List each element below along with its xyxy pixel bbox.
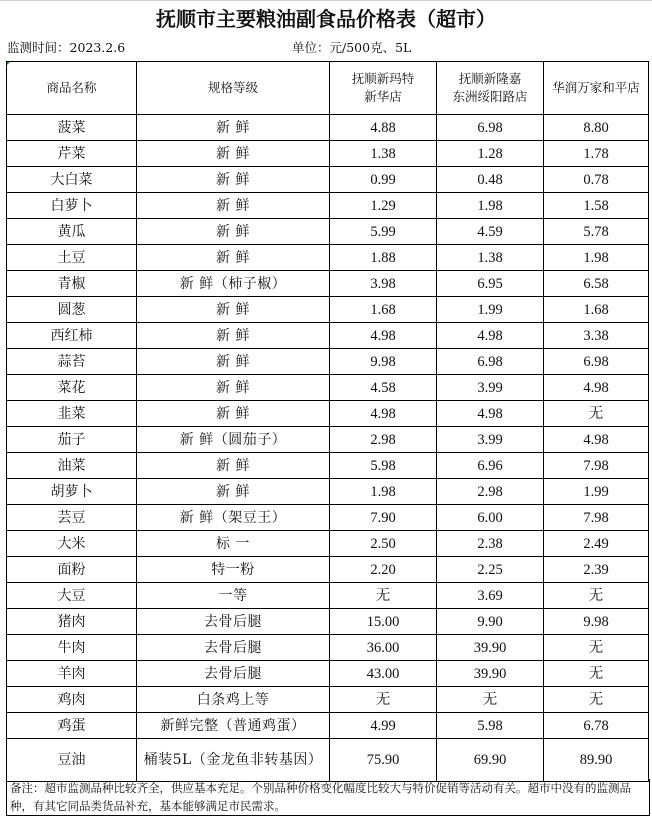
price-store3-cell: 无 [544,583,649,609]
item-name-cell: 土豆 [7,245,137,271]
price-store1-cell: 无 [330,687,437,713]
price-store3-cell: 7.98 [544,505,649,531]
grade-cell: 新 鲜 [137,219,330,245]
price-store1-cell: 1.29 [330,193,437,219]
price-store1-cell: 4.58 [330,375,437,401]
price-store1-cell: 7.90 [330,505,437,531]
price-store3-cell: 9.98 [544,609,649,635]
page-title: 抚顺市主要粮油副食品价格表（超市） [156,7,496,31]
table-row [7,635,649,661]
price-store3-cell: 6.98 [544,349,649,375]
price-store3-cell: 4.98 [544,427,649,453]
table-row [7,713,649,739]
col-header-store3: 华润万家和平店 [544,62,649,115]
grade-cell: 新 鲜 [137,297,330,323]
price-store1-cell: 9.98 [330,349,437,375]
price-store1-cell: 1.98 [330,479,437,505]
price-store1-cell: 2.98 [330,427,437,453]
table-row [7,115,649,141]
price-store2-cell: 1.38 [437,245,544,271]
grade-cell: 新 鲜 [137,193,330,219]
price-store1-cell: 2.20 [330,557,437,583]
price-store2-cell: 2.98 [437,479,544,505]
item-name-cell: 豆油 [7,739,137,782]
price-store1-cell: 4.88 [330,115,437,141]
table-row [7,375,649,401]
grade-cell: 新 鲜 [137,141,330,167]
monitor-time: 监测时间：2023.2.6 [7,40,126,55]
item-name-cell: 菠菜 [7,115,137,141]
table-row [7,427,649,453]
price-store3-cell: 0.78 [544,167,649,193]
grade-cell: 新 鲜 [137,479,330,505]
price-store3-cell: 89.90 [544,739,649,782]
price-store2-cell: 2.25 [437,557,544,583]
grade-cell: 去骨后腿 [137,609,330,635]
grade-cell: 新鲜完整（普通鸡蛋） [137,713,330,739]
price-store2-cell: 0.48 [437,167,544,193]
price-store3-cell: 5.78 [544,219,649,245]
price-store1-cell: 36.00 [330,635,437,661]
table-row [7,531,649,557]
price-store3-cell: 1.58 [544,193,649,219]
price-store2-cell: 3.69 [437,583,544,609]
item-name-cell: 油菜 [7,453,137,479]
price-store2-cell: 6.96 [437,453,544,479]
item-name-cell: 鸡蛋 [7,713,137,739]
price-store1-cell: 5.99 [330,219,437,245]
table-row [7,609,649,635]
col-header-name: 商品名称 [7,62,137,115]
price-store3-cell: 1.99 [544,479,649,505]
item-name-cell: 胡萝卜 [7,479,137,505]
price-store3-cell: 1.98 [544,245,649,271]
item-name-cell: 大白菜 [7,167,137,193]
price-store2-cell: 4.98 [437,323,544,349]
table-row [7,739,649,782]
footnote: 备注：超市监测品种比较齐全，供应基本充足。个别品种价格变化幅度比较大与特价促销等活动有关。超市中没有的监测品种，有其它同品类货品补充，基本能够满足市民需求。 [6,779,650,816]
table-row [7,479,649,505]
item-name-cell: 鸡肉 [7,687,137,713]
price-store3-cell: 6.58 [544,271,649,297]
grade-cell: 新 鲜 [137,349,330,375]
price-store1-cell: 1.88 [330,245,437,271]
price-store2-cell: 4.59 [437,219,544,245]
price-store1-cell: 43.00 [330,661,437,687]
grade-cell: 去骨后腿 [137,635,330,661]
item-name-cell: 牛肉 [7,635,137,661]
price-store2-cell: 39.90 [437,635,544,661]
price-store2-cell: 6.98 [437,349,544,375]
price-store3-cell: 8.80 [544,115,649,141]
price-store2-cell: 6.00 [437,505,544,531]
table-row [7,271,649,297]
table-row [7,297,649,323]
table-row [7,401,649,427]
price-store2-cell: 39.90 [437,661,544,687]
table-row [7,141,649,167]
price-store3-cell: 4.98 [544,375,649,401]
price-store2-cell: 5.98 [437,713,544,739]
table-row [7,167,649,193]
grade-cell: 去骨后腿 [137,661,330,687]
price-store2-cell: 9.90 [437,609,544,635]
item-name-cell: 猪肉 [7,609,137,635]
table-row [7,219,649,245]
col-header-store2: 抚顺新隆嘉 东洲绥阳路店 [437,62,544,115]
grade-cell: 白条鸡上等 [137,687,330,713]
grade-cell: 新 鲜 [137,245,330,271]
price-store1-cell: 0.99 [330,167,437,193]
table-row [7,583,649,609]
price-store2-cell: 1.98 [437,193,544,219]
table-row [7,349,649,375]
table-row [7,323,649,349]
item-name-cell: 黄瓜 [7,219,137,245]
price-store3-cell: 7.98 [544,453,649,479]
grade-cell: 一等 [137,583,330,609]
price-store1-cell: 75.90 [330,739,437,782]
price-store1-cell: 4.98 [330,401,437,427]
price-store3-cell: 6.78 [544,713,649,739]
item-name-cell: 青椒 [7,271,137,297]
grade-cell: 新 鲜 [137,167,330,193]
item-name-cell: 韭菜 [7,401,137,427]
price-store3-cell: 无 [544,661,649,687]
price-store2-cell: 69.90 [437,739,544,782]
grade-cell: 桶装5L（金龙鱼非转基因） [137,739,330,782]
item-name-cell: 羊肉 [7,661,137,687]
table-row [7,505,649,531]
price-store2-cell: 4.98 [437,401,544,427]
grade-cell: 新 鲜 [137,401,330,427]
item-name-cell: 大豆 [7,583,137,609]
price-store2-cell: 1.99 [437,297,544,323]
table-row [7,193,649,219]
price-store3-cell: 3.38 [544,323,649,349]
price-store3-cell: 无 [544,687,649,713]
table-row [7,687,649,713]
table-row [7,245,649,271]
item-name-cell: 大米 [7,531,137,557]
price-table [6,61,649,782]
price-store2-cell: 3.99 [437,375,544,401]
header-row [7,62,649,115]
price-store2-cell: 6.98 [437,115,544,141]
item-name-cell: 芸豆 [7,505,137,531]
table-row [7,453,649,479]
grade-cell: 标 一 [137,531,330,557]
price-store1-cell: 15.00 [330,609,437,635]
price-store1-cell: 5.98 [330,453,437,479]
item-name-cell: 白萝卜 [7,193,137,219]
col-header-store1: 抚顺新玛特 新华店 [330,62,437,115]
price-store3-cell: 1.68 [544,297,649,323]
price-store3-cell: 2.39 [544,557,649,583]
item-name-cell: 面粉 [7,557,137,583]
price-store1-cell: 2.50 [330,531,437,557]
price-store3-cell: 1.78 [544,141,649,167]
item-name-cell: 蒜苔 [7,349,137,375]
grade-cell: 新 鲜 [137,375,330,401]
price-store2-cell: 2.38 [437,531,544,557]
price-store3-cell: 2.49 [544,531,649,557]
price-store1-cell: 无 [330,583,437,609]
grade-cell: 新 鲜 [137,453,330,479]
price-store2-cell: 无 [437,687,544,713]
grade-cell: 特一粉 [137,557,330,583]
price-store1-cell: 4.99 [330,713,437,739]
price-store1-cell: 3.98 [330,271,437,297]
col-header-grade: 规格等级 [137,62,330,115]
grade-cell: 新 鲜（架豆王） [137,505,330,531]
table-row [7,661,649,687]
item-name-cell: 西红柿 [7,323,137,349]
price-store3-cell: 无 [544,635,649,661]
price-store1-cell: 1.68 [330,297,437,323]
grade-cell: 新 鲜 [137,323,330,349]
price-store3-cell: 无 [544,401,649,427]
item-name-cell: 圆葱 [7,297,137,323]
top-border [0,0,652,1]
price-store2-cell: 1.28 [437,141,544,167]
price-store1-cell: 1.38 [330,141,437,167]
price-store2-cell: 3.99 [437,427,544,453]
grade-cell: 新 鲜（圆茄子） [137,427,330,453]
table-row [7,557,649,583]
item-name-cell: 菜花 [7,375,137,401]
item-name-cell: 芹菜 [7,141,137,167]
price-rows [7,115,649,782]
item-name-cell: 茄子 [7,427,137,453]
price-store1-cell: 4.98 [330,323,437,349]
grade-cell: 新 鲜（柿子椒） [137,271,330,297]
grade-cell: 新 鲜 [137,115,330,141]
price-store2-cell: 6.95 [437,271,544,297]
unit-label: 单位：元/500克、5L [292,40,412,55]
